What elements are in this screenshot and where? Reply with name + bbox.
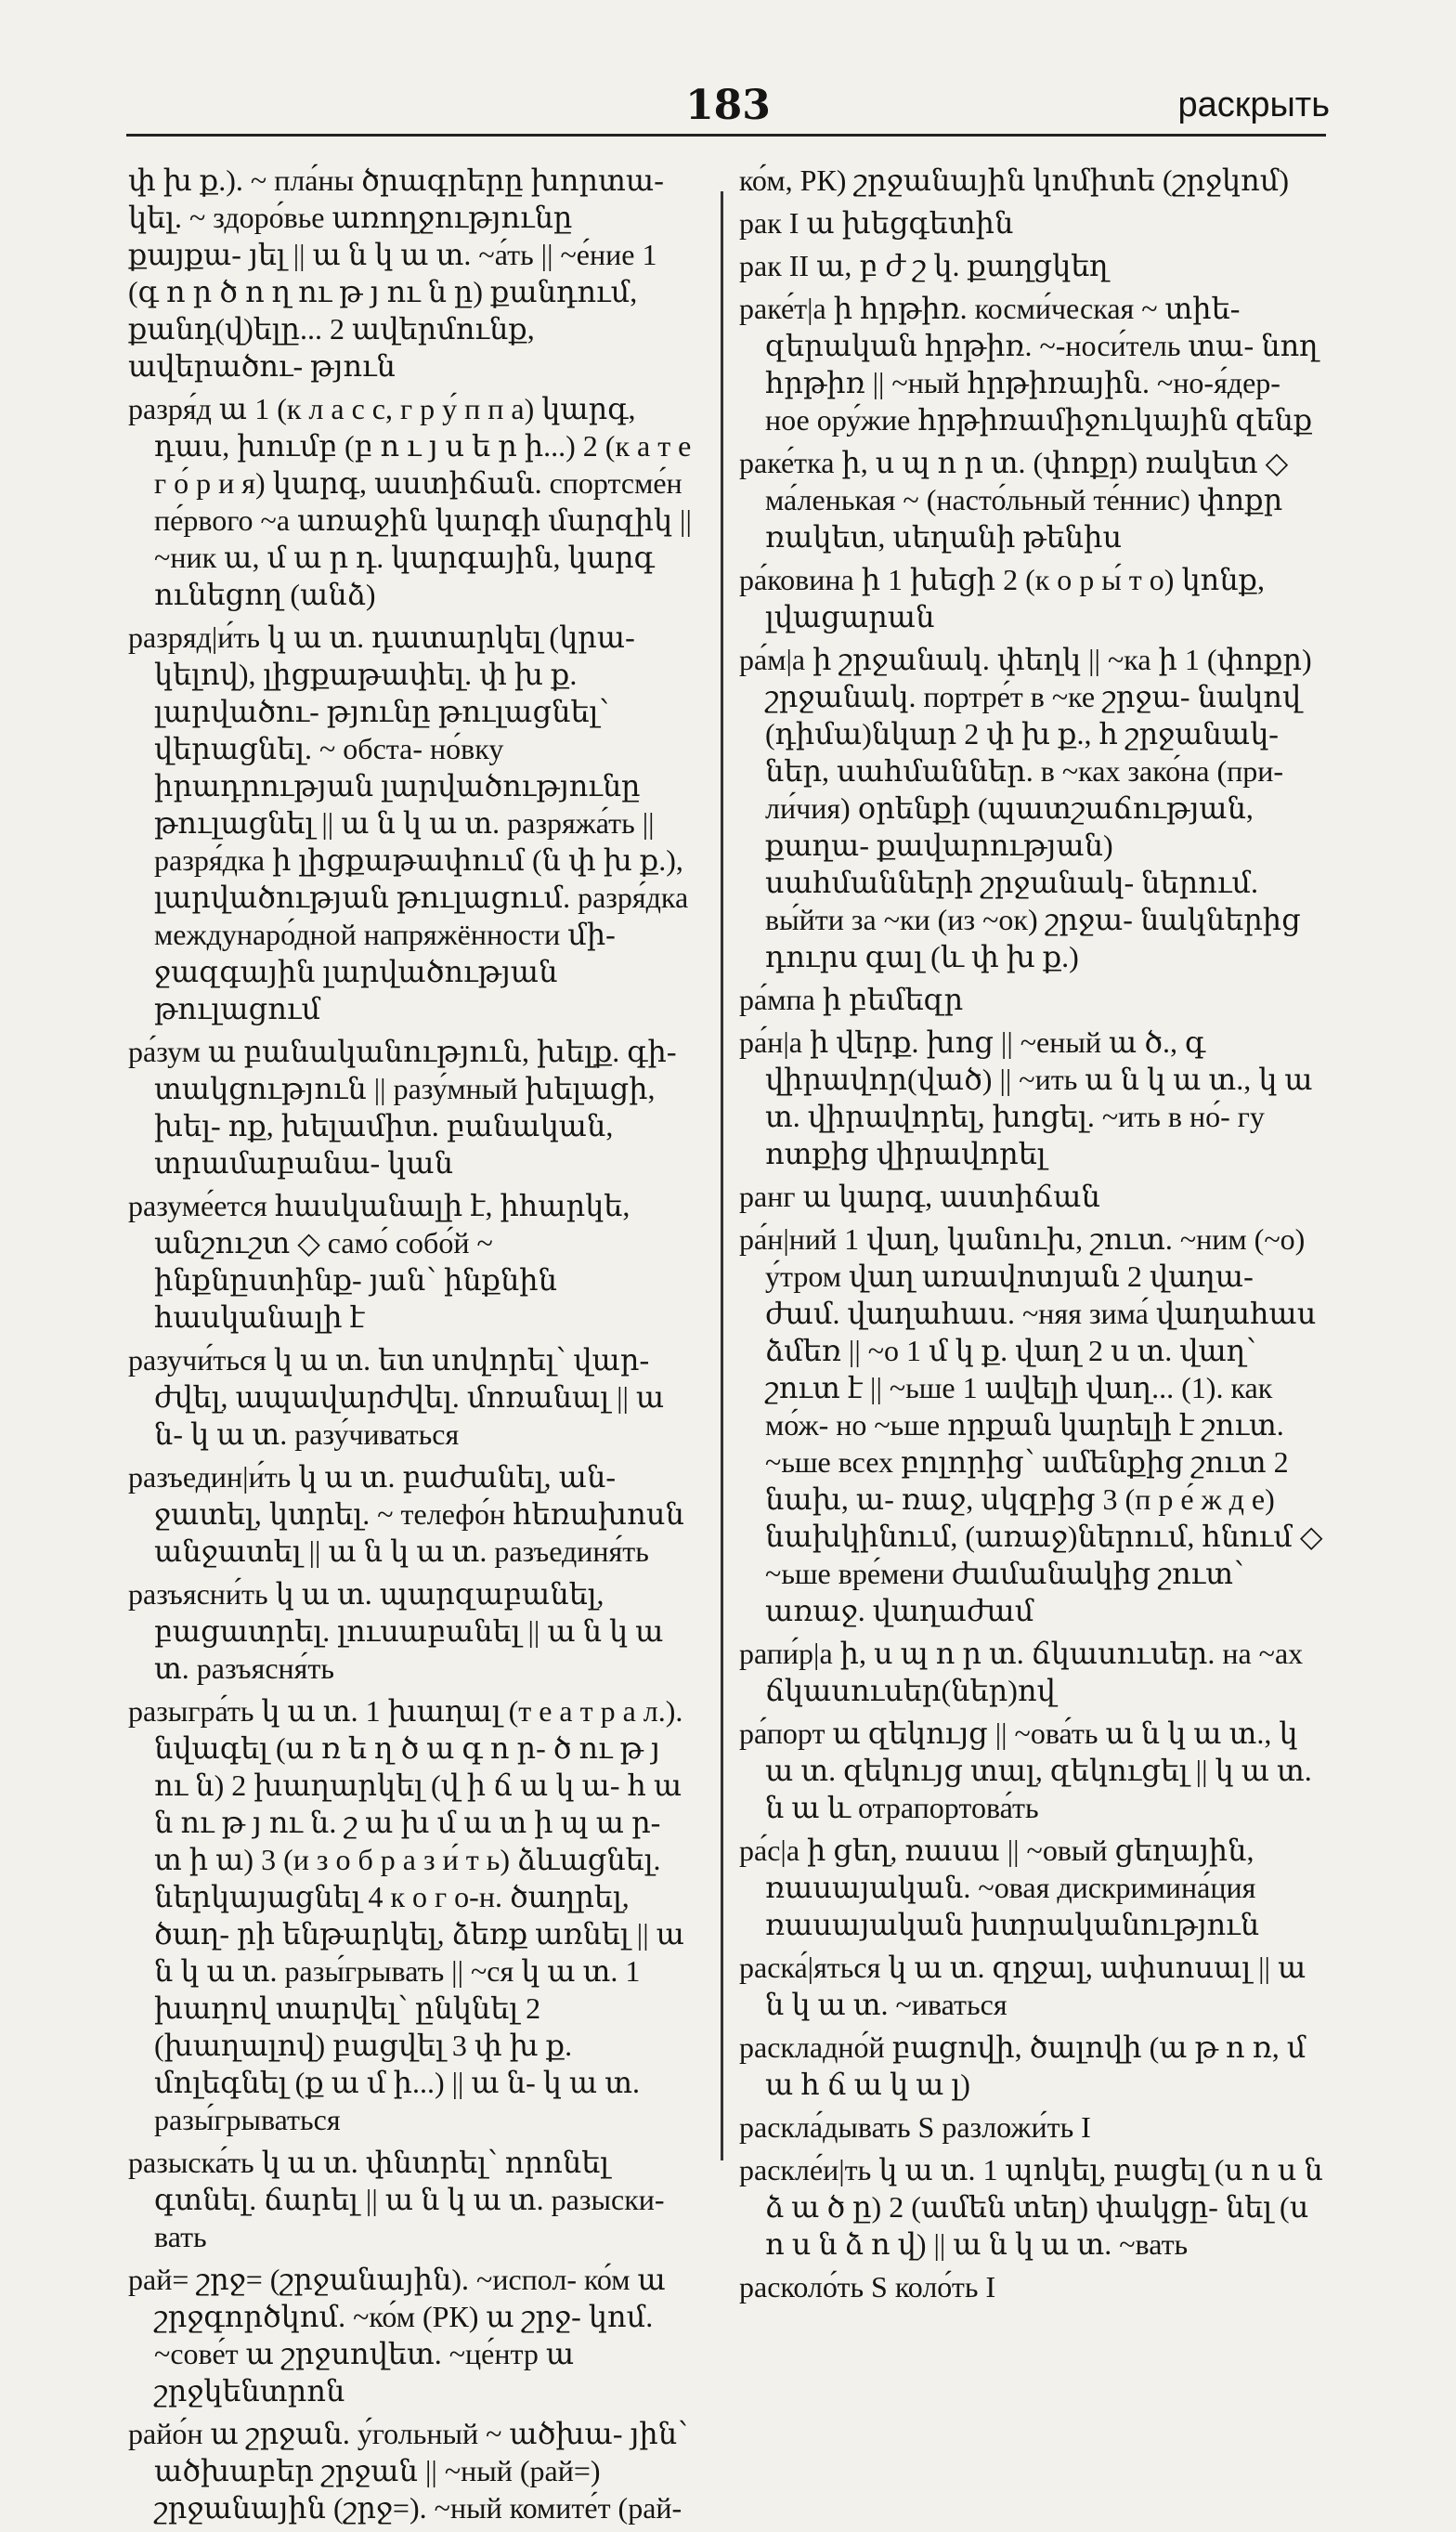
dictionary-entry: ра́н|а ի վերք. խոց || ~еный ա ծ., գ վիրավոր(ված) || ~ить ա ն կ ա տ., կ ա տ. վիրավորել, խոցել. ~ить в но́- гу ոտքից վիրավորել (739, 1025, 1313, 1170)
page-number: 183 (685, 82, 771, 129)
dictionary-entry: разъясни́ть կ ա տ. պարզաբանել, բացատրել. լուսաբանել || ա ն կ ա տ. разъясня́ть (128, 1577, 664, 1685)
dictionary-entry: փ խ ք.). ~ пла́ны ծրագրերը խորտա- կել. ~ здоро́вье առողջությունը քայքա- յել || ա ն կ ա տ. ~а́ть || ~е́ние 1 (գ ո ր ծ ո ղ ու թ յ ու ն ը) քանդում, քանդ(վ)ելը... 2 ավերմունք, ավերածու- թյուն (128, 163, 664, 383)
dictionary-entry: райо́н ա շրջան. у́гольный ~ ածխա- յին՝ ածխաբեր շրջան || ~ный (рай=) շրջանային (շրջ=). ~ный комите́т (рай- (128, 2417, 688, 2525)
dictionary-entry: раке́тка ի, ս պ ո ր տ. (փոքր) ռակետ ◇ ма́ленькая ~ (насто́льный те́ннис) փոքր ռակետ, սեղանի թենիս (739, 446, 1289, 554)
dictionary-entry: ра́м|а ի շրջանակ. փեղկ || ~ка ի 1 (փոքր) շրջանակ. портре́т в ~ке շրջա- նակով (դիմա)նկար 2 փ խ ք., հ շրջանակ- ներ, սահմաններ. в ~ках зако́на (при- ли́чия) օրենքի (պատշաճության, քաղա- քավարության) սահմանների շրջանակ- ներում. вы́йти за ~ки (из ~ок) շրջա- նակներից դուրս գալ (և փ խ ք.) (739, 643, 1312, 973)
dictionary-entry: ра́н|ний 1 վաղ, կանուխ, շուտ. ~ним (~о) у́тром վաղ առավոտյան 2 վաղա- ժամ. վաղահաս. ~няя зима́ վաղահաս ձմեռ || ~о 1 մ կ ք. վաղ 2 ս տ. վաղ՝ շուտ է || ~ьше 1 ավելի վաղ... (1). как мо́ж- но ~ьше որքան կարելի է շուտ. ~ьше всех բոլորից՝ ամենքից շուտ 2 նախ, ա- ռաջ, սկզբից 3 (п р е́ ж д е) նախկինում, (առաջ)ներում, հնում ◇ ~ьше вре́мени ժամանակից շուտ՝ առաջ. վաղաժամ (739, 1222, 1323, 1627)
dictionary-entry: ко́м, РК) շրջանային կոմիտե (շրջկոմ) (739, 163, 1290, 197)
dictionary-entry: рак I ա խեցգետին (739, 206, 1014, 240)
dictionary-entry: ра́порт ա զեկույց || ~ова́ть ա ն կ ա տ., կ ա տ. զեկույց տալ, զեկուցել || կ ա տ. ն ա և отрапортова́ть (739, 1716, 1312, 1824)
dictionary-entry: разуме́ется հասկանալի է, իհարկե, անշուշտ ◇ само́ собо́й ~ ինքնըստինք- յան՝ ինքնին հասկանալի է (128, 1189, 630, 1334)
column-divider (721, 191, 723, 2160)
dictionary-entry: ранг ա կարգ, աստիճան (739, 1180, 1100, 1213)
dictionary-entry: рак II ա, բ ժ շ կ. քաղցկեղ (739, 249, 1109, 282)
dictionary-entry: разыска́ть կ ա տ. փնտրել՝ որոնել գտնել. ճարել || ա ն կ ա տ. разыски- вать (128, 2146, 665, 2253)
dictionary-entry: разря́д ա 1 (к л а с с, г р у́ п п а) կարգ, դաս, խումբ (բ ո ւ յ ս ե ր ի...) 2 (к а т е г о́ р и я) կարգ, աստիճան. спортсме́н пе́рвого ~а առաջին կարգի մարզիկ || ~ник ա, մ ա ր դ. կարգային, կարգ ունեցող (անձ) (128, 392, 692, 611)
dictionary-entry: раскладно́й բացովի, ծալովի (ա թ ո ռ, մ ա հ ճ ա կ ա լ) (739, 2030, 1306, 2101)
dictionary-entry: разучи́ться կ ա տ. ետ սովորել՝ վար- ժվել, ապավարժվել. մոռանալ || ա ն- կ ա տ. разу́чиваться (128, 1343, 665, 1451)
dictionary-entry: разыгра́ть կ ա տ. 1 խաղալ (т е а т р а л.). նվագել (ա ռ ե ղ ծ ա գ ո ր- ծ ու թ յ ու ն) 2 խաղարկել (վ ի ճ ա կ ա- հ ա ն ու թ յ ու ն. շ ա խ մ ա տ ի պ ա ր- տ ի ա) 3 (и з о б р а з и́ т ь) ձևացնել. ներկայացնել 4 к о г о-н. ծաղրել, ծաղ- րի ենթարկել, ձեռք առնել || ա ն կ ա տ. разы́грывать || ~ся կ ա տ. 1 խաղով տարվել՝ ընկնել 2 (խաղալով) բացվել 3 փ խ ք. մոլեգնել (ք ա մ ի...) || ա ն- կ ա տ. разы́грываться (128, 1694, 684, 2136)
dictionary-entry: ра́зум ա բանականություն, խելք. գի- տակցություն || разу́мный խելացի, խել- ոք, խելամիտ. բանական, տրամաբանա- կան (128, 1035, 677, 1180)
running-head: раскрыть (1177, 85, 1330, 124)
dictionary-entry: ра́ковина ի 1 խեցի 2 (к о р ы́ т о) կոնք, լվացարան (739, 563, 1265, 633)
dictionary-entry: разъедин|и́ть կ ա տ. բաժանել, ան- ջատել, կտրել. ~ телефо́н հեռախոսն անջատել || ա ն կ ա տ. разъединя́ть (128, 1460, 684, 1568)
right-column (739, 162, 1324, 2311)
left-column (128, 162, 693, 2532)
dictionary-entry: раскле́и|ть կ ա տ. 1 պոկել, բացել (ս ո ս ն ձ ա ծ ը) 2 (ամեն տեղ) փակցը- նել (ս ո ս ն ձ ո վ) || ա ն կ ա տ. ~вать (739, 2153, 1323, 2261)
dictionary-entry: раке́т|а ի հրթիռ. косми́ческая ~ տիե- զերական հրթիռ. ~-носи́тель տա- նող հրթիռ || ~ный հրթիռային. ~но-я́дер- ное ору́жие հրթիռամիջուկային զենք (739, 292, 1319, 437)
dictionary-entry: ра́мпа ի բեմեզր (739, 983, 964, 1016)
dictionary-entry: расколо́ть S коло́ть I (739, 2270, 996, 2304)
header-rule (126, 134, 1326, 137)
dictionary-entry: рапи́р|а ի, ս պ ո ր տ. ճկասուսեր. на ~ах ճկասուսեր(ներ)ով (739, 1637, 1304, 1707)
dictionary-entry: ра́с|а ի ցեղ, ռասա || ~овый ցեղային, ռասայական. ~овая дискримина́ция ռասայական խտրականություն (739, 1834, 1260, 1941)
dictionary-entry: разряд|и́ть կ ա տ. դատարկել (կրա- կելով), լիցքաթափել. փ խ ք. լարվածու- թյունը թուլացնել՝ վերացնել. ~ обста- но́вку իրադրության լարվածությունը թուլացնել || ա ն կ ա տ. разряжа́ть || разря́дка ի լիցքաթափում (ն փ խ ք.), լարվածության թուլացում. разря́дка междунаро́дной напряжённости մի- ջազգային լարվածության թուլացում (128, 620, 689, 1025)
dictionary-entry: раска́|яться կ ա տ. զղջալ, ափսոսալ || ա ն կ ա տ. ~иваться (739, 1951, 1306, 2021)
dictionary-entry: рай= շրջ= (շրջանային). ~испол- ко́м ա շրջգործկոմ. ~ко́м (РК) ա շրջ- կոմ. ~сове́т ա շրջսովետ. ~це́нтр ա շրջկենտրոն (128, 2263, 666, 2408)
dictionary-entry: раскла́дывать S разложи́ть I (739, 2110, 1091, 2144)
